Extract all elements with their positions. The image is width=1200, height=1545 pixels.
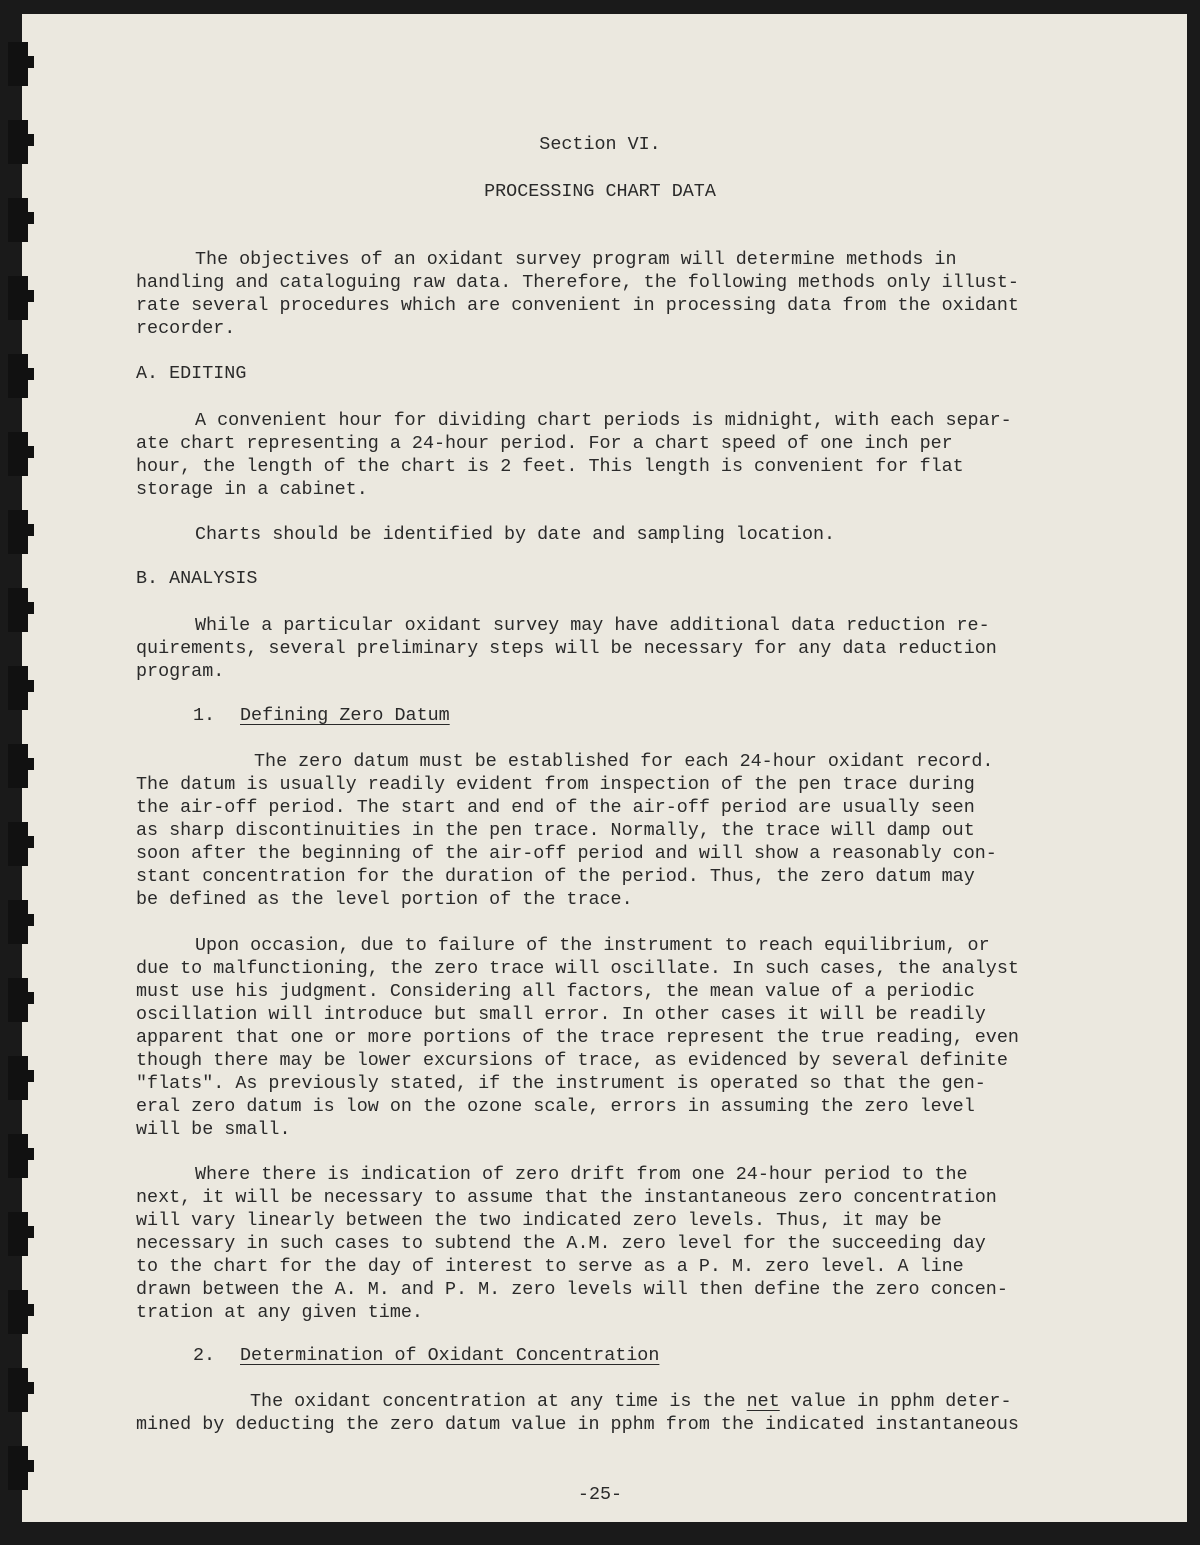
- zero-datum-line: apparent that one or more portions of the trace represent the true reading, even: [136, 1027, 1019, 1048]
- zero-datum-line: The zero datum must be established for each 24-hour oxidant record.: [254, 751, 994, 772]
- zero-datum-line: be defined as the level portion of the trace.: [136, 889, 633, 910]
- oxidant-line: mined by deducting the zero datum value in pphm from the indicated instantaneous: [136, 1414, 1019, 1435]
- zero-datum-line: Upon occasion, due to failure of the instrument to reach equilibrium, or: [195, 935, 990, 956]
- subsection-2-title: Determination of Oxidant Concentration: [240, 1345, 660, 1366]
- zero-datum-line: oscillation will introduce but small error. In other cases it will be readily: [136, 1004, 986, 1025]
- analysis-line: While a particular oxidant survey may have additional data reduction re-: [195, 615, 990, 636]
- subsection-1-title: Defining Zero Datum: [240, 705, 450, 726]
- zero-datum-line: necessary in such cases to subtend the A.M. zero level for the succeeding day: [136, 1233, 986, 1254]
- oxidant-line-end: value in pphm deter-: [779, 1391, 1012, 1412]
- zero-datum-line: to the chart for the day of interest to serve as a P. M. zero level. A line: [136, 1256, 964, 1277]
- subsection-2-number: 2.: [193, 1345, 216, 1366]
- oxidant-line-start: The oxidant concentration at any time is the: [250, 1391, 747, 1412]
- section-b-heading: B. ANALYSIS: [136, 568, 258, 589]
- zero-datum-line: The datum is usually readily evident from inspection of the pen trace during: [136, 774, 975, 795]
- section-a-heading: A. EDITING: [136, 363, 247, 384]
- zero-datum-line: next, it will be necessary to assume that the instantaneous zero concentration: [136, 1187, 997, 1208]
- zero-datum-line: soon after the beginning of the air-off period and will show a reasonably con-: [136, 843, 997, 864]
- editing-line: hour, the length of the chart is 2 feet. This length is convenient for flat: [136, 456, 964, 477]
- analysis-line: quirements, several preliminary steps will be necessary for any data reduction: [136, 638, 997, 659]
- zero-datum-line: will vary linearly between the two indicated zero levels. Thus, it may be: [136, 1210, 942, 1231]
- zero-datum-line: must use his judgment. Considering all factors, the mean value of a periodic: [136, 981, 975, 1002]
- zero-datum-line: as sharp discontinuities in the pen trace. Normally, the trace will damp out: [136, 820, 975, 841]
- intro-line: recorder.: [136, 318, 236, 339]
- zero-datum-line: due to malfunctioning, the zero trace will oscillate. In such cases, the analyst: [136, 958, 1019, 979]
- page-number: -25-: [577, 1484, 623, 1505]
- editing-line: storage in a cabinet.: [136, 479, 368, 500]
- oxidant-line: [250, 1391, 1012, 1414]
- editing-line: A convenient hour for dividing chart periods is midnight, with each separ-: [195, 410, 1012, 431]
- chapter-title: PROCESSING CHART DATA: [484, 181, 716, 202]
- section-title: Section VI.: [539, 134, 661, 155]
- zero-datum-line: stant concentration for the duration of the period. Thus, the zero datum may: [136, 866, 975, 887]
- analysis-line: program.: [136, 661, 225, 682]
- zero-datum-line: the air-off period. The start and end of the air-off period are usually seen: [136, 797, 975, 818]
- editing-line: Charts should be identified by date and sampling location.: [195, 524, 836, 545]
- zero-datum-line: though there may be lower excursions of trace, as evidenced by several definite: [136, 1050, 1008, 1071]
- zero-datum-line: drawn between the A. M. and P. M. zero levels will then define the zero concen-: [136, 1279, 1008, 1300]
- editing-line: ate chart representing a 24-hour period. For a chart speed of one inch per: [136, 433, 953, 454]
- zero-datum-line: eral zero datum is low on the ozone scale, errors in assuming the zero level: [136, 1096, 975, 1117]
- zero-datum-line: tration at any given time.: [136, 1302, 423, 1323]
- net-emphasis: net: [746, 1391, 780, 1412]
- intro-line: The objectives of an oxidant survey program will determine methods in: [195, 249, 957, 270]
- zero-datum-line: will be small.: [136, 1119, 291, 1140]
- zero-datum-line: Where there is indication of zero drift from one 24-hour period to the: [195, 1164, 968, 1185]
- subsection-1-number: 1.: [193, 705, 216, 726]
- intro-line: rate several procedures which are convenient in processing data from the oxidant: [136, 295, 1019, 316]
- intro-line: handling and cataloguing raw data. Therefore, the following methods only illust-: [136, 272, 1019, 293]
- zero-datum-line: "flats". As previously stated, if the instrument is operated so that the gen-: [136, 1073, 986, 1094]
